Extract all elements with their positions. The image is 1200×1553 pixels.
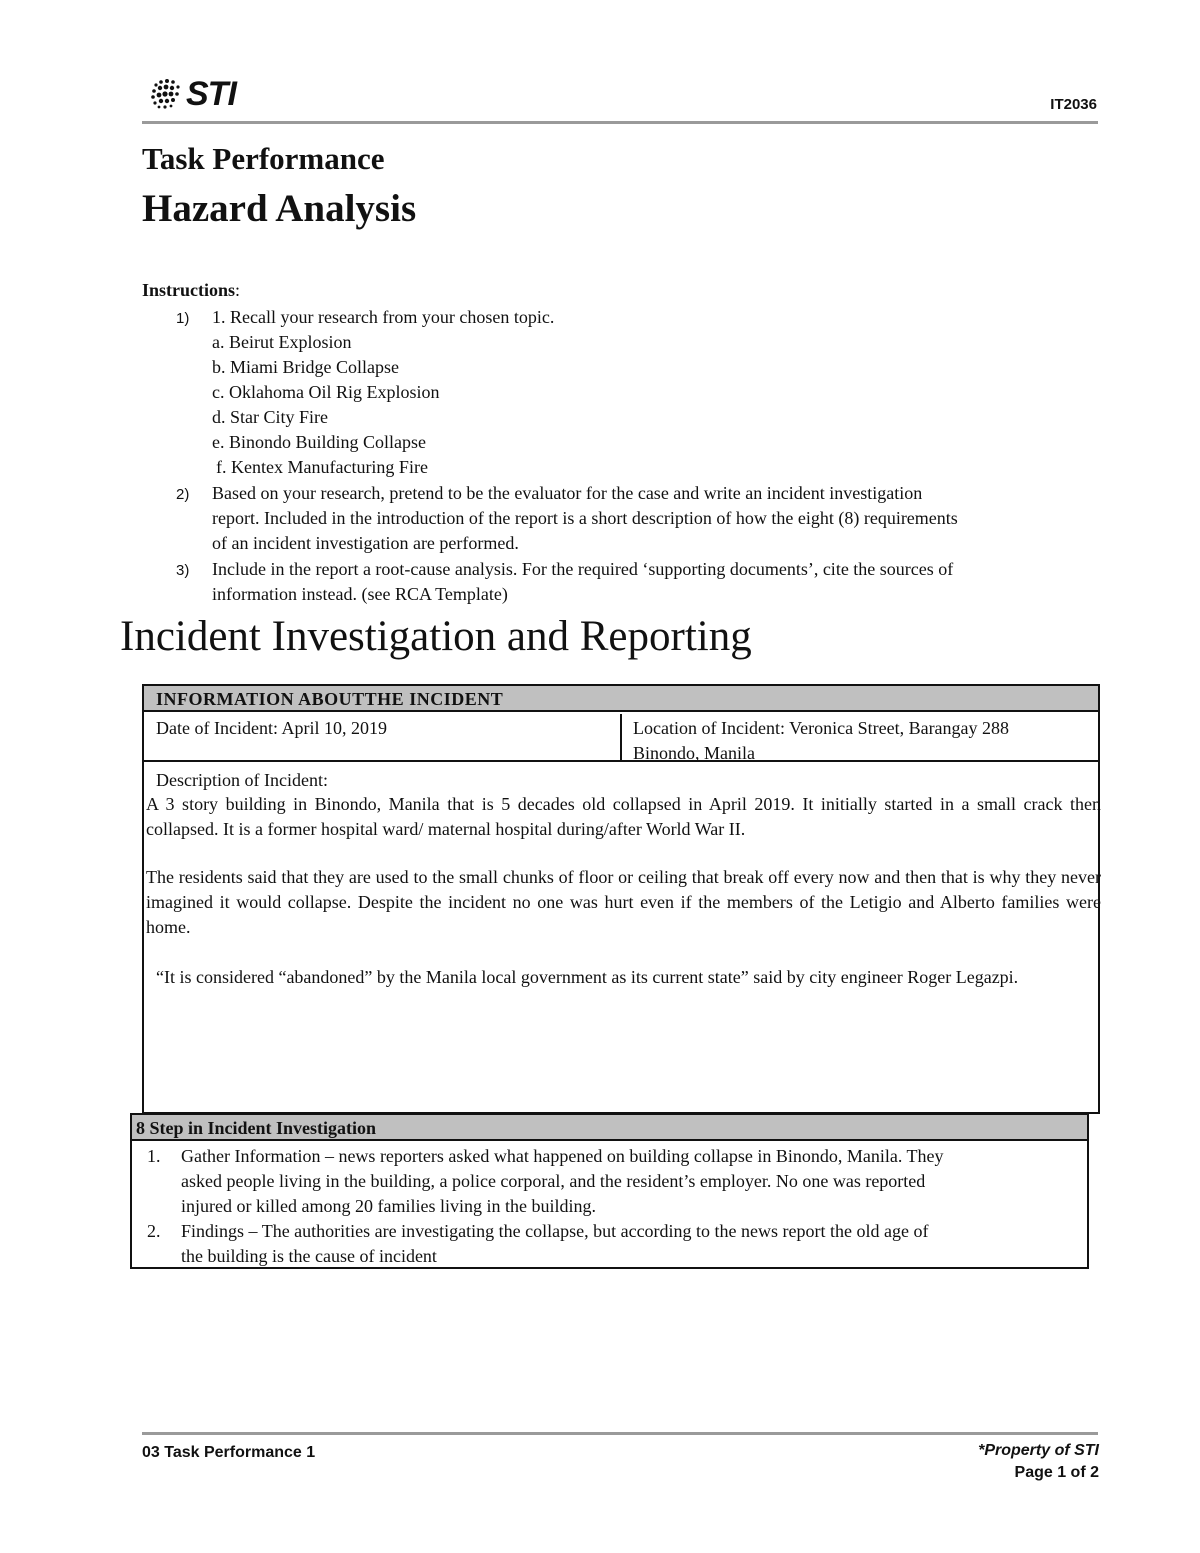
header-rule: [142, 121, 1098, 124]
topic-item: d. Star City Fire: [212, 407, 328, 427]
course-code: IT2036: [1050, 96, 1097, 113]
section-title: Incident Investigation and Reporting: [120, 613, 752, 660]
logo-text: STI: [186, 75, 236, 113]
instructions-label: Instructions:: [142, 280, 241, 300]
footer-rule: [142, 1432, 1098, 1435]
document-title: Hazard Analysis: [142, 187, 417, 230]
description-label: Description of Incident:: [156, 770, 328, 790]
step-line: injured or killed among 20 families living in the building.: [181, 1196, 596, 1216]
description-paragraph: The residents said that they are used to the small chunks of floor or ceiling that break off every now and then that is why they never imagined it would collapse. Despite the incident no one was hurt even if the members of the Letigio and Alberto families were home.: [146, 867, 1101, 937]
description-quote: “It is considered “abandoned” by the Manila local government as its current state” said by city engineer Roger Legazpi.: [156, 967, 1019, 987]
instruction-marker-1: 1): [176, 310, 190, 327]
incident-table-header: INFORMATION ABOUTTHE INCIDENT: [144, 686, 1098, 712]
topic-item: f. Kentex Manufacturing Fire: [216, 457, 428, 477]
instruction-marker-2: 2): [176, 486, 190, 503]
instruction-1-text: 1. Recall your research from your chosen topic.: [212, 307, 555, 327]
footer-document-name: 03 Task Performance 1: [142, 1444, 316, 1461]
steps-table-header: 8 Step in Incident Investigation: [132, 1115, 1087, 1141]
topic-item: e. Binondo Building Collapse: [212, 432, 426, 452]
footer-page-number: Page 1 of 2: [1014, 1464, 1099, 1481]
instruction-3-line: Include in the report a root-cause analysis. For the required ‘supporting documents’, cite the sources of: [212, 559, 954, 579]
step-number: 1.: [147, 1146, 161, 1166]
instruction-marker-3: 3): [176, 562, 190, 579]
date-of-incident: Date of Incident: April 10, 2019: [156, 718, 387, 738]
globe-icon: [150, 77, 184, 111]
instruction-2-line: report. Included in the introduction of the report is a short description of how the eight (8) requirements: [212, 508, 958, 528]
instruction-2-line: Based on your research, pretend to be the evaluator for the case and write an incident investigation: [212, 483, 923, 503]
instruction-3-line: information instead. (see RCA Template): [212, 584, 508, 604]
sti-logo: [150, 76, 236, 112]
step-number: 2.: [147, 1221, 161, 1241]
description-paragraph: A 3 story building in Binondo, Manila that is 5 decades old collapsed in April 2019. It initially started in a small crack then collapsed. It is a former hospital ward/ maternal hospital during/after World War II.: [146, 794, 1101, 839]
investigation-steps-table: [130, 1113, 1089, 1269]
step-line: asked people living in the building, a police corporal, and the resident’s employer. No one was reported: [181, 1171, 926, 1191]
footer-property: *Property of STI: [978, 1442, 1099, 1459]
topic-item: a. Beirut Explosion: [212, 332, 352, 352]
topic-item: b. Miami Bridge Collapse: [212, 357, 399, 377]
step-line: Findings – The authorities are investigating the collapse, but according to the news report the old age of: [181, 1221, 929, 1241]
location-line-2: Binondo, Manila: [633, 743, 755, 763]
location-of-incident-cell: [622, 714, 1098, 762]
step-line: Gather Information – news reporters asked what happened on building collapse in Binondo, Manila. They: [181, 1146, 944, 1166]
location-line-1: Location of Incident: Veronica Street, Barangay 288: [633, 718, 1010, 738]
incident-info-table: [142, 684, 1100, 1114]
date-of-incident-cell: [144, 714, 622, 762]
topic-item: c. Oklahoma Oil Rig Explosion: [212, 382, 440, 402]
step-line: the building is the cause of incident: [181, 1246, 437, 1266]
instruction-2-line: of an incident investigation are performed.: [212, 533, 519, 553]
document-type: Task Performance: [142, 141, 385, 176]
